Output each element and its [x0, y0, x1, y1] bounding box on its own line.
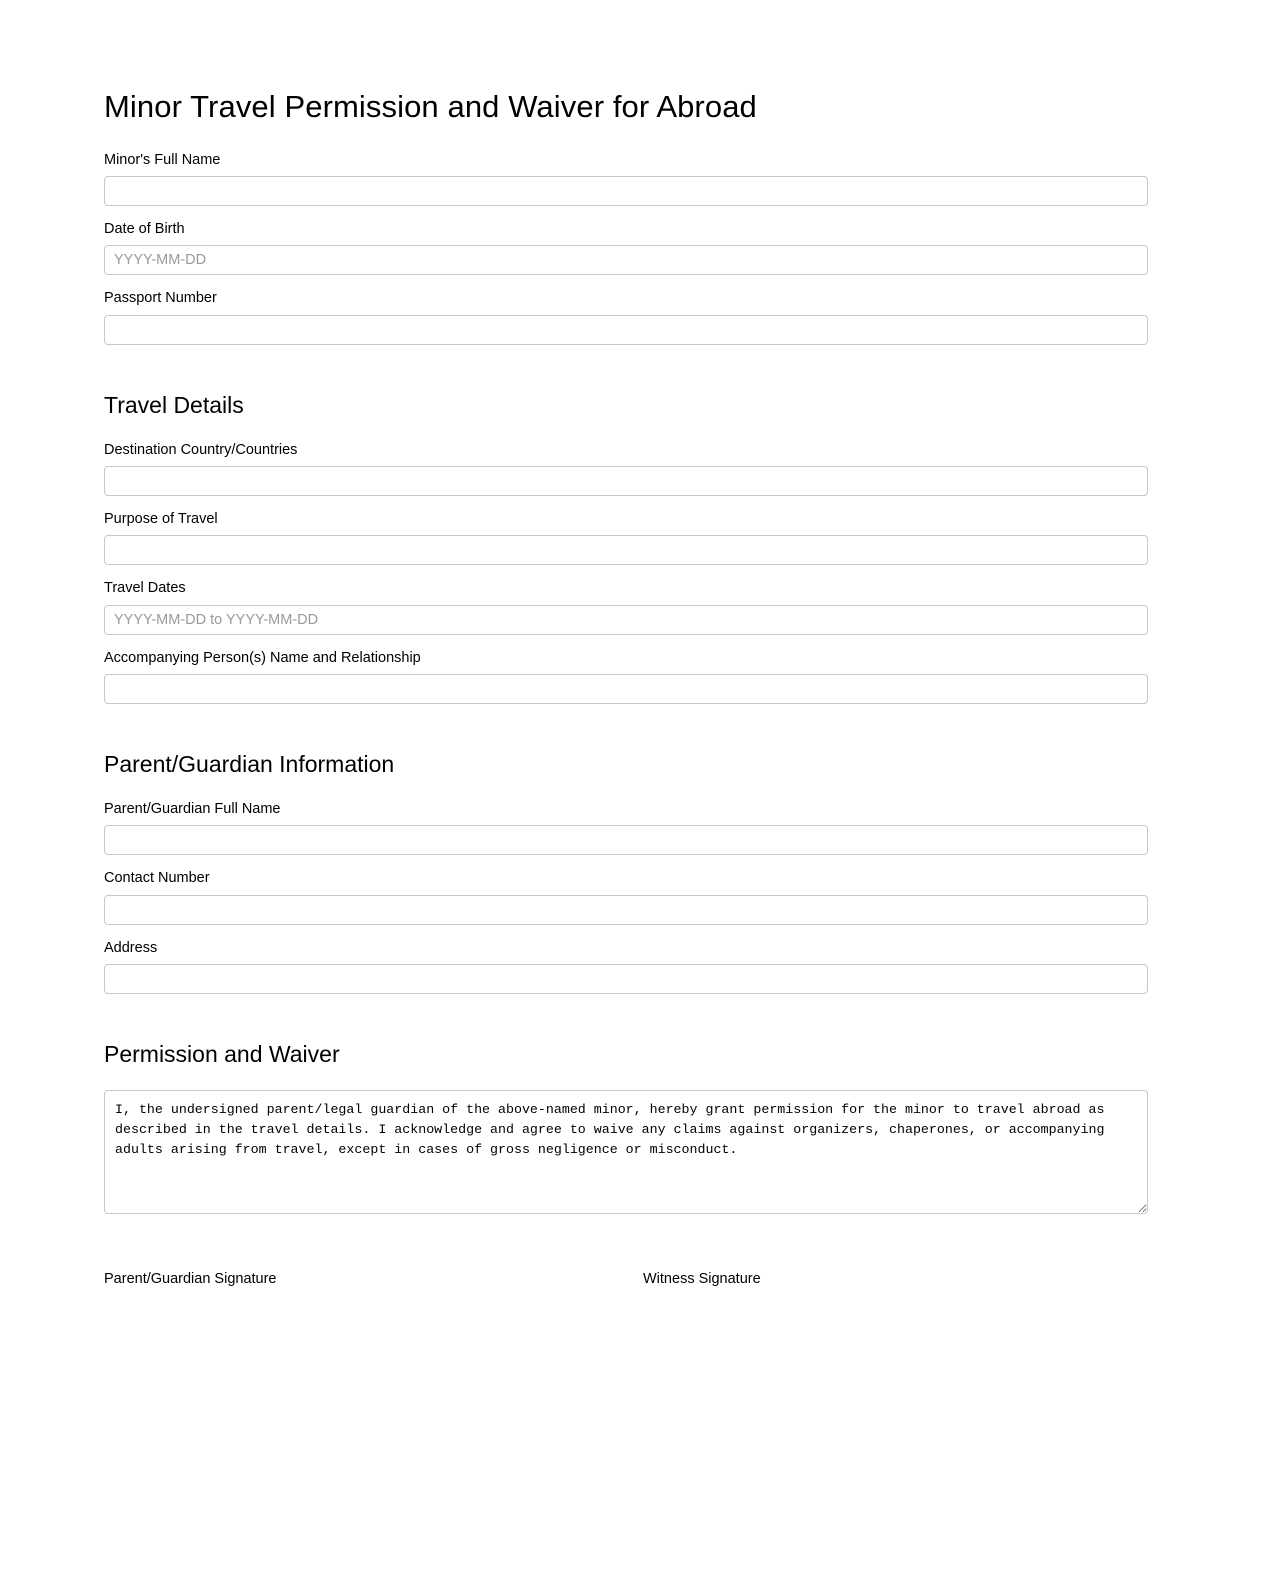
label-witness-signature: Witness Signature — [643, 1271, 761, 1288]
input-passport-number[interactable] — [104, 315, 1148, 345]
heading-permission-waiver: Permission and Waiver — [104, 1040, 340, 1067]
input-date-of-birth[interactable] — [104, 245, 1148, 275]
page-title: Minor Travel Permission and Waiver for Abroad — [104, 89, 757, 124]
field-accompanying-persons — [104, 649, 1148, 704]
input-accompanying-persons[interactable] — [104, 674, 1148, 704]
input-minor-full-name[interactable] — [104, 176, 1148, 206]
field-date-of-birth — [104, 220, 1148, 275]
waiver-text-area[interactable] — [104, 1090, 1148, 1214]
label-purpose-of-travel: Purpose of Travel — [104, 511, 218, 528]
witness-signature-column — [643, 1270, 1182, 1288]
input-destination-countries[interactable] — [104, 466, 1148, 496]
input-guardian-full-name[interactable] — [104, 825, 1148, 855]
field-contact-number — [104, 869, 1148, 924]
label-contact-number: Contact Number — [104, 870, 210, 887]
heading-guardian-information: Parent/Guardian Information — [104, 750, 395, 777]
label-address: Address — [104, 939, 158, 956]
field-destination-countries — [104, 441, 1148, 496]
label-date-of-birth: Date of Birth — [104, 221, 185, 238]
field-purpose-of-travel — [104, 510, 1148, 565]
signature-row — [104, 1270, 1148, 1288]
label-parent-guardian-signature: Parent/Guardian Signature — [104, 1271, 277, 1288]
label-travel-dates: Travel Dates — [104, 580, 186, 597]
label-destination-countries: Destination Country/Countries — [104, 442, 298, 459]
field-minor-full-name — [104, 151, 1148, 206]
label-passport-number: Passport Number — [104, 290, 217, 307]
field-address — [104, 939, 1148, 994]
input-address[interactable] — [104, 964, 1148, 994]
field-guardian-full-name — [104, 800, 1148, 855]
field-passport-number — [104, 289, 1148, 344]
field-travel-dates — [104, 579, 1148, 634]
label-accompanying-persons: Accompanying Person(s) Name and Relationship — [104, 649, 421, 666]
minor-information-section — [104, 151, 1148, 344]
permission-waiver-section — [104, 1041, 1148, 1215]
parent-signature-column — [104, 1270, 643, 1288]
label-guardian-full-name: Parent/Guardian Full Name — [104, 801, 281, 818]
heading-travel-details: Travel Details — [104, 391, 244, 418]
label-minor-full-name: Minor's Full Name — [104, 152, 221, 169]
guardian-information-section — [104, 751, 1148, 994]
input-purpose-of-travel[interactable] — [104, 535, 1148, 565]
travel-details-section — [104, 392, 1148, 704]
input-travel-dates[interactable] — [104, 605, 1148, 635]
input-contact-number[interactable] — [104, 895, 1148, 925]
